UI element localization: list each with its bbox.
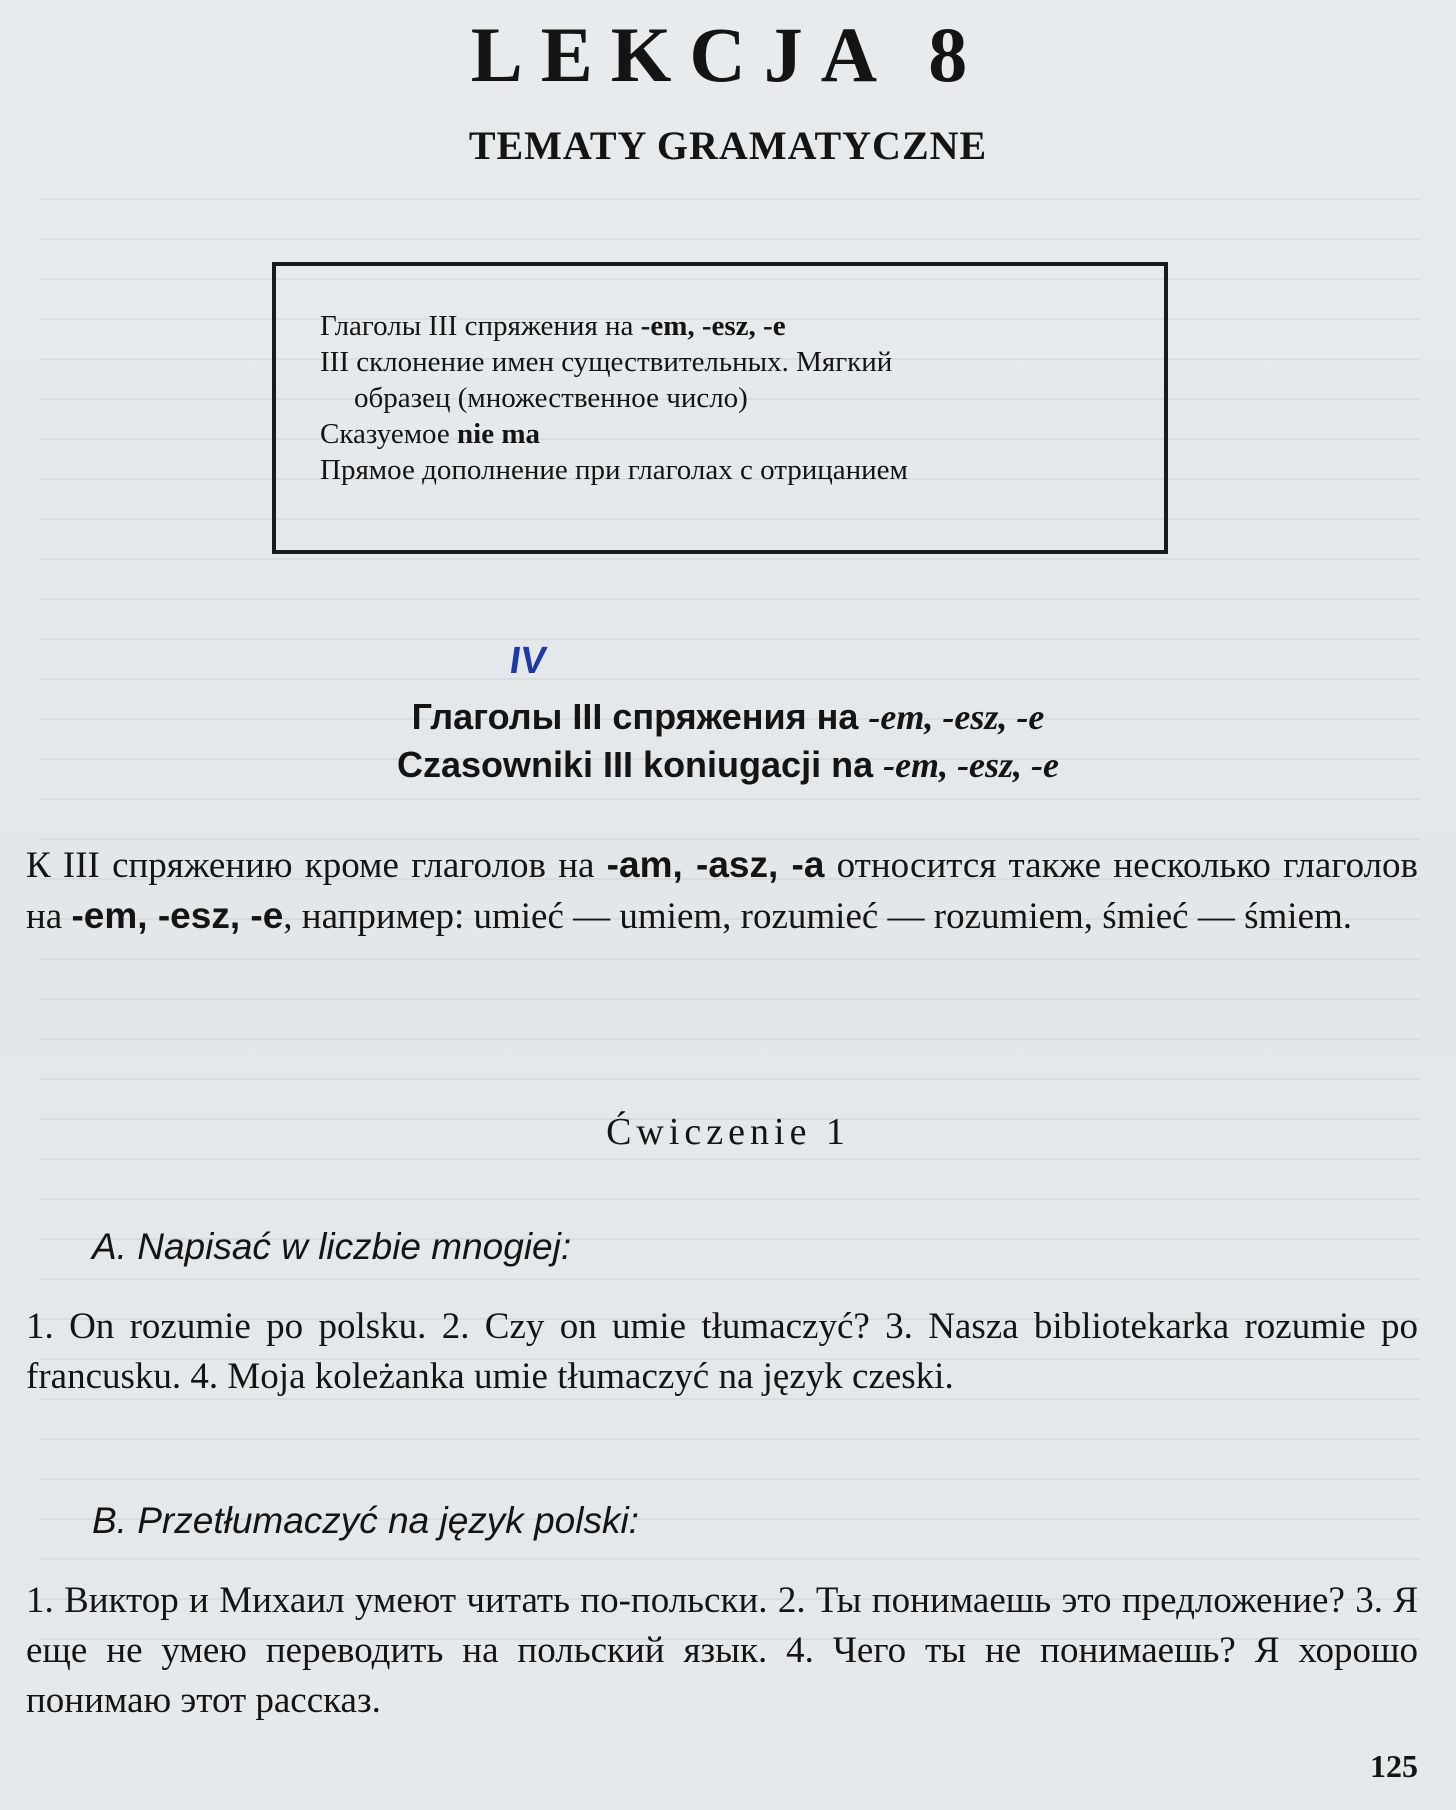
task-b-text: 1. Виктор и Михаил умеют читать по-польски. 2. Ты понимаешь это предложение? 3. Я еще не умею переводить на польский язык. 4. Чего ты не понимаешь? Я хорошо понимаю этот рассказ. (26, 1580, 1418, 1721)
intro-bold-2: -em, -esz, -e (71, 895, 284, 936)
task-b-label: B. Przetłumaczyć na język polski: (92, 1500, 639, 1541)
task-a-text: 1. On rozumie po polsku. 2. Czy on umie tłumaczyć? 3. Nasza bibliotekarka rozumie po francusku. 4. Moja koleżanka umie tłumaczyć na język czeski. (26, 1306, 1418, 1397)
intro-bold-1: -am, -asz, -a (606, 844, 825, 885)
section-heading-russian-endings: -em, -esz, -e (868, 697, 1045, 737)
topic-line-1: Глаголы III спряжения на -em, -esz, -e (320, 310, 786, 342)
topic-line-5: Прямое дополнение при глаголах с отрицанием (320, 454, 908, 486)
topics-heading: TEMATY GRAMATYCZNE (468, 123, 988, 168)
exercise-title: Ćwiczenie 1 (606, 1111, 850, 1153)
topic-line-3: образец (множественное число) (354, 382, 748, 414)
topic-line-1-endings: -em, -esz, -e (640, 310, 786, 342)
page-number: 125 (1370, 1748, 1418, 1784)
topic-line-4: Сказуемое nie ma (320, 418, 540, 450)
section-heading-russian: Глаголы III спряжения на -em, -esz, -e (411, 696, 1045, 737)
task-a-label: A. Napisać w liczbie mnogiej: (92, 1226, 572, 1267)
topic-line-4-bold: nie ma (457, 418, 540, 450)
section-heading-polish-endings: -em, -esz, -e (883, 745, 1060, 785)
topic-line-2: III склонение имен существительных. Мягкий (320, 346, 893, 378)
grammar-topics-box (272, 262, 1168, 554)
intro-paragraph: К III спряжению кроме глаголов на -am, -asz, -a относится также несколько глаголов на -em, -esz, -e, например: umieć — umiem, rozumieć — rozumiem, śmieć — śmiem. (26, 844, 1419, 937)
lesson-title: LEKCJA 8 (470, 11, 986, 98)
section-heading-polish: Czasowniki III koniugacji na -em, -esz, -e (396, 744, 1060, 785)
handwritten-mark: IV (507, 640, 549, 682)
